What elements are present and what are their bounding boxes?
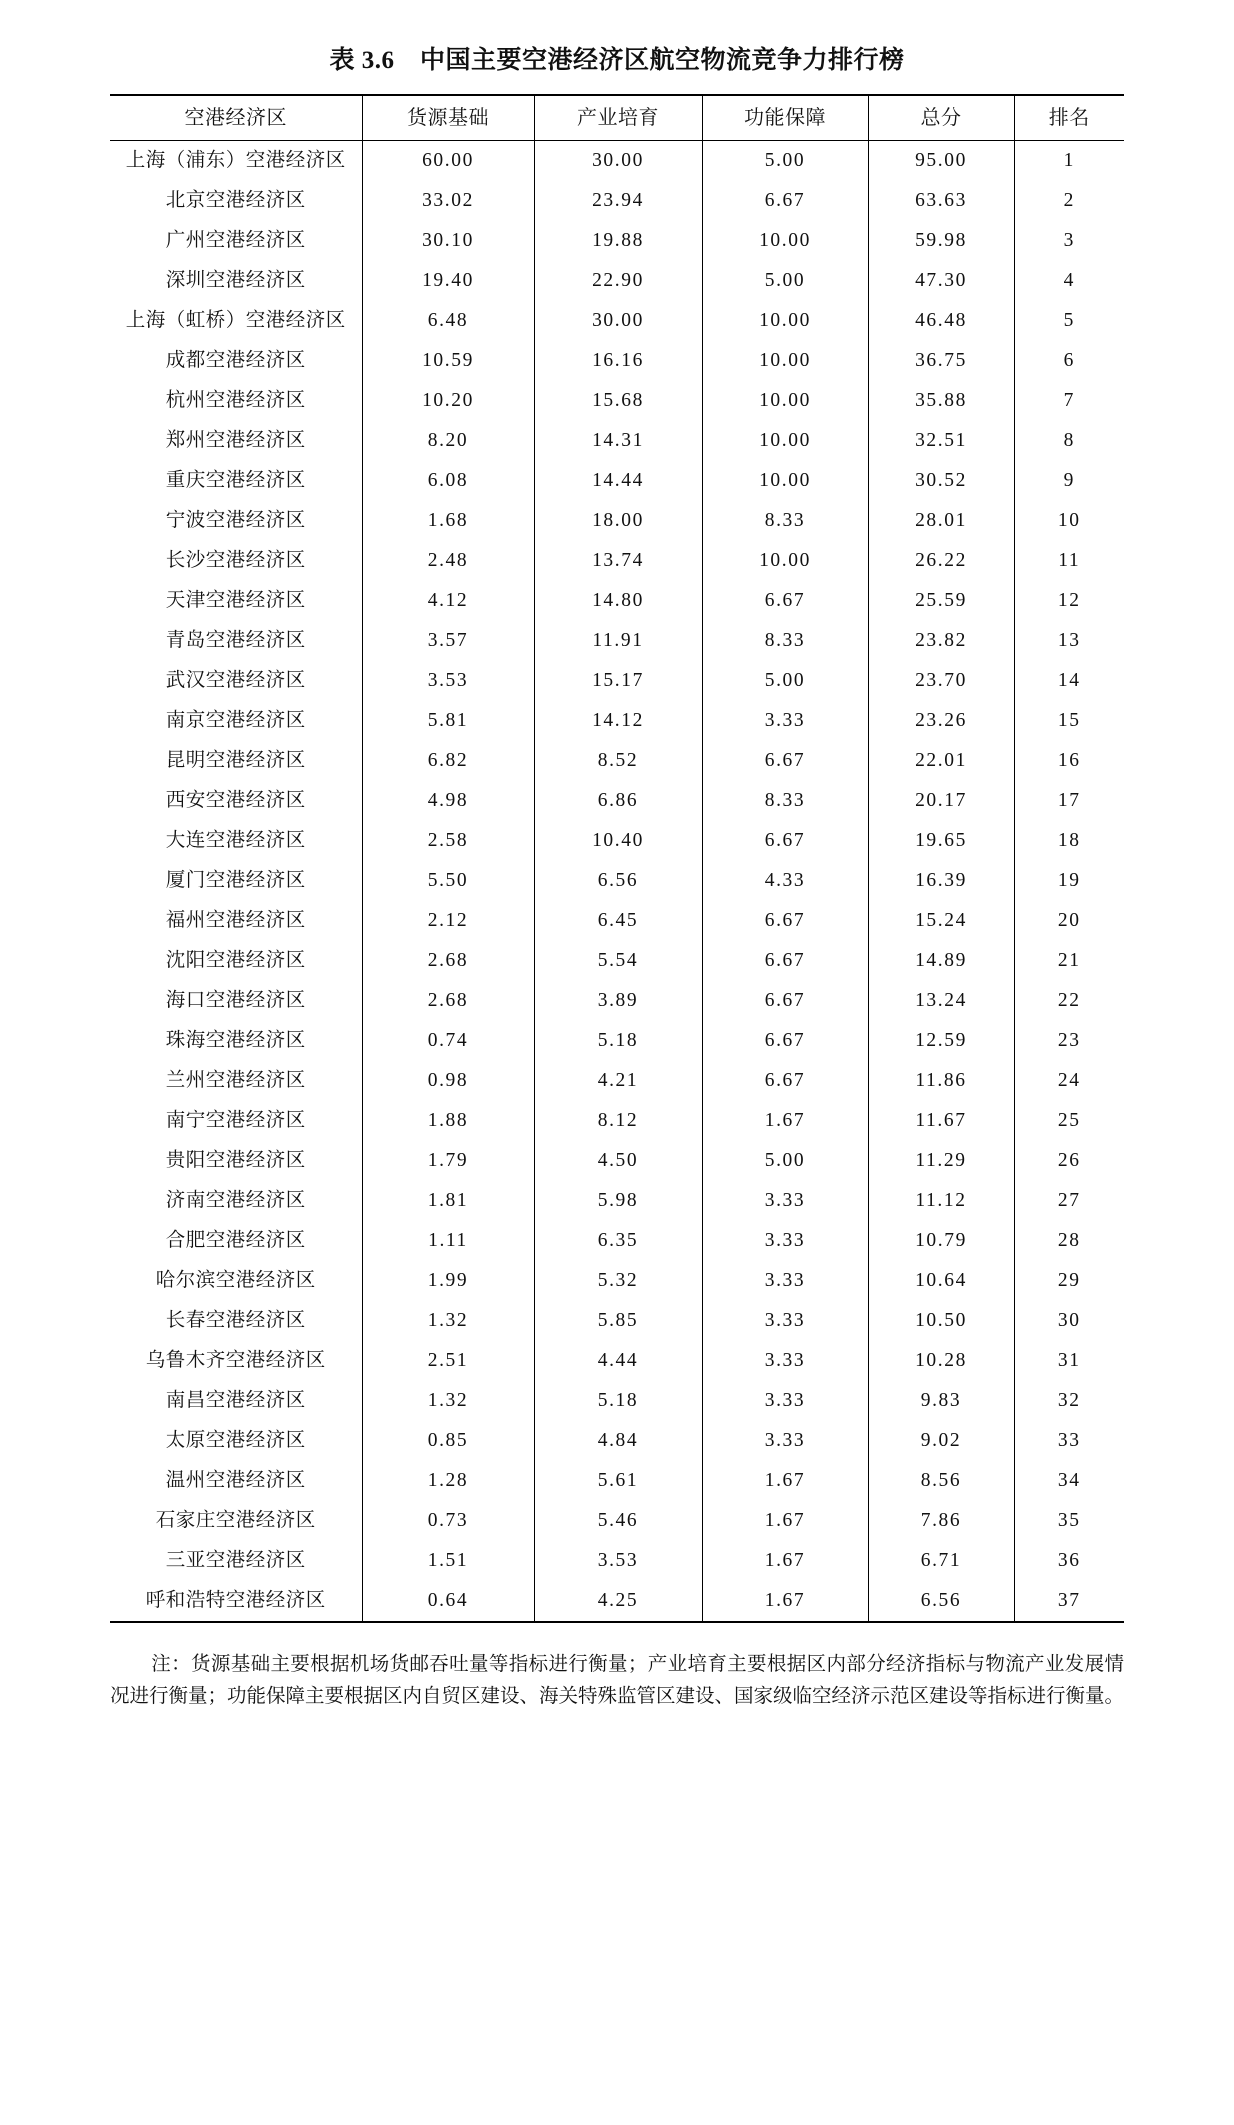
table-row [110,901,1124,941]
cell-total: 10.64 [868,1261,1014,1301]
cell-total: 12.59 [868,1021,1014,1061]
cell-total: 9.02 [868,1421,1014,1461]
cell-zone: 深圳空港经济区 [110,261,362,301]
table-row [110,781,1124,821]
cell-industry: 15.17 [534,661,702,701]
cell-cargo: 4.98 [362,781,534,821]
cell-industry: 14.12 [534,701,702,741]
cell-function: 8.33 [702,501,868,541]
cell-cargo: 1.88 [362,1101,534,1141]
cell-rank: 6 [1014,341,1124,381]
cell-rank: 13 [1014,621,1124,661]
cell-zone: 宁波空港经济区 [110,501,362,541]
cell-total: 11.12 [868,1181,1014,1221]
cell-industry: 4.84 [534,1421,702,1461]
cell-cargo: 1.99 [362,1261,534,1301]
cell-function: 8.33 [702,781,868,821]
cell-rank: 22 [1014,981,1124,1021]
table-row [110,1101,1124,1141]
cell-function: 10.00 [702,381,868,421]
cell-cargo: 2.51 [362,1341,534,1381]
cell-industry: 3.89 [534,981,702,1021]
cell-function: 6.67 [702,901,868,941]
cell-cargo: 1.79 [362,1141,534,1181]
table-row [110,941,1124,981]
cell-zone: 沈阳空港经济区 [110,941,362,981]
cell-zone: 厦门空港经济区 [110,861,362,901]
cell-total: 36.75 [868,341,1014,381]
cell-function: 1.67 [702,1581,868,1622]
cell-rank: 5 [1014,301,1124,341]
cell-industry: 5.18 [534,1381,702,1421]
cell-zone: 呼和浩特空港经济区 [110,1581,362,1622]
cell-rank: 34 [1014,1461,1124,1501]
cell-total: 32.51 [868,421,1014,461]
column-header-total: 总分 [868,95,1014,141]
cell-function: 5.00 [702,141,868,182]
table-row [110,501,1124,541]
ranking-table [110,94,1124,1623]
cell-cargo: 2.68 [362,941,534,981]
cell-total: 13.24 [868,981,1014,1021]
table-row [110,1021,1124,1061]
cell-rank: 30 [1014,1301,1124,1341]
cell-zone: 温州空港经济区 [110,1461,362,1501]
table-body [110,141,1124,1623]
cell-zone: 南宁空港经济区 [110,1101,362,1141]
cell-rank: 12 [1014,581,1124,621]
cell-zone: 武汉空港经济区 [110,661,362,701]
cell-total: 10.28 [868,1341,1014,1381]
column-header-zone: 空港经济区 [110,95,362,141]
cell-industry: 5.85 [534,1301,702,1341]
cell-cargo: 1.32 [362,1381,534,1421]
table-row [110,261,1124,301]
cell-cargo: 6.08 [362,461,534,501]
table-row [110,741,1124,781]
cell-zone: 兰州空港经济区 [110,1061,362,1101]
cell-total: 35.88 [868,381,1014,421]
cell-zone: 贵阳空港经济区 [110,1141,362,1181]
cell-rank: 17 [1014,781,1124,821]
cell-industry: 4.44 [534,1341,702,1381]
cell-zone: 石家庄空港经济区 [110,1501,362,1541]
cell-industry: 4.25 [534,1581,702,1622]
table-row [110,1221,1124,1261]
cell-function: 10.00 [702,541,868,581]
cell-zone: 合肥空港经济区 [110,1221,362,1261]
cell-industry: 6.86 [534,781,702,821]
cell-industry: 23.94 [534,181,702,221]
cell-total: 46.48 [868,301,1014,341]
cell-rank: 28 [1014,1221,1124,1261]
cell-industry: 4.21 [534,1061,702,1101]
cell-rank: 29 [1014,1261,1124,1301]
cell-cargo: 2.58 [362,821,534,861]
cell-rank: 25 [1014,1101,1124,1141]
table-row [110,461,1124,501]
cell-rank: 24 [1014,1061,1124,1101]
cell-rank: 10 [1014,501,1124,541]
cell-rank: 9 [1014,461,1124,501]
cell-function: 8.33 [702,621,868,661]
cell-cargo: 2.48 [362,541,534,581]
cell-cargo: 19.40 [362,261,534,301]
table-row [110,1421,1124,1461]
cell-function: 6.67 [702,181,868,221]
cell-total: 11.67 [868,1101,1014,1141]
table-row [110,661,1124,701]
column-header-rank: 排名 [1014,95,1124,141]
table-row [110,541,1124,581]
table-row [110,1181,1124,1221]
cell-industry: 5.46 [534,1501,702,1541]
table-row [110,821,1124,861]
cell-function: 10.00 [702,421,868,461]
cell-total: 47.30 [868,261,1014,301]
cell-industry: 11.91 [534,621,702,661]
cell-cargo: 1.32 [362,1301,534,1341]
cell-industry: 22.90 [534,261,702,301]
cell-total: 7.86 [868,1501,1014,1541]
cell-total: 23.26 [868,701,1014,741]
cell-industry: 10.40 [534,821,702,861]
cell-total: 6.71 [868,1541,1014,1581]
cell-function: 3.33 [702,1181,868,1221]
cell-zone: 长春空港经济区 [110,1301,362,1341]
cell-zone: 西安空港经济区 [110,781,362,821]
column-header-function: 功能保障 [702,95,868,141]
table-row [110,1381,1124,1421]
column-header-cargo: 货源基础 [362,95,534,141]
table-row [110,1501,1124,1541]
cell-cargo: 6.82 [362,741,534,781]
cell-industry: 8.52 [534,741,702,781]
cell-zone: 济南空港经济区 [110,1181,362,1221]
cell-industry: 6.35 [534,1221,702,1261]
cell-industry: 5.98 [534,1181,702,1221]
table-note-text: 注：货源基础主要根据机场货邮吞吐量等指标进行衡量；产业培育主要根据区内部分经济指标与物流产业发展情况进行衡量；功能保障主要根据区内自贸区建设、海关特殊监管区建设、国家级临空经济示范区建设等指标进行衡量。 [110,1654,1125,1708]
cell-total: 30.52 [868,461,1014,501]
cell-zone: 福州空港经济区 [110,901,362,941]
cell-cargo: 2.68 [362,981,534,1021]
cell-zone: 成都空港经济区 [110,341,362,381]
table-header [110,95,1124,141]
cell-rank: 1 [1014,141,1124,182]
cell-total: 26.22 [868,541,1014,581]
cell-rank: 16 [1014,741,1124,781]
cell-industry: 30.00 [534,141,702,182]
cell-function: 5.00 [702,661,868,701]
cell-function: 6.67 [702,741,868,781]
cell-rank: 33 [1014,1421,1124,1461]
cell-function: 10.00 [702,301,868,341]
cell-rank: 23 [1014,1021,1124,1061]
cell-zone: 郑州空港经济区 [110,421,362,461]
cell-function: 5.00 [702,261,868,301]
table-row [110,421,1124,461]
cell-function: 4.33 [702,861,868,901]
cell-rank: 7 [1014,381,1124,421]
cell-rank: 11 [1014,541,1124,581]
cell-cargo: 10.20 [362,381,534,421]
cell-rank: 32 [1014,1381,1124,1421]
table-row [110,301,1124,341]
cell-zone: 太原空港经济区 [110,1421,362,1461]
table-row [110,381,1124,421]
table-row [110,1581,1124,1622]
cell-industry: 5.54 [534,941,702,981]
cell-rank: 36 [1014,1541,1124,1581]
cell-industry: 4.50 [534,1141,702,1181]
cell-cargo: 5.81 [362,701,534,741]
cell-total: 9.83 [868,1381,1014,1421]
cell-industry: 13.74 [534,541,702,581]
table-row [110,581,1124,621]
cell-total: 16.39 [868,861,1014,901]
cell-rank: 35 [1014,1501,1124,1541]
cell-industry: 15.68 [534,381,702,421]
cell-cargo: 1.68 [362,501,534,541]
cell-industry: 6.56 [534,861,702,901]
cell-function: 3.33 [702,1261,868,1301]
cell-industry: 18.00 [534,501,702,541]
table-row [110,621,1124,661]
cell-zone: 三亚空港经济区 [110,1541,362,1581]
cell-rank: 15 [1014,701,1124,741]
cell-function: 1.67 [702,1541,868,1581]
cell-industry: 8.12 [534,1101,702,1141]
cell-cargo: 0.73 [362,1501,534,1541]
table-row [110,1141,1124,1181]
cell-industry: 5.61 [534,1461,702,1501]
cell-total: 22.01 [868,741,1014,781]
cell-cargo: 3.53 [362,661,534,701]
cell-rank: 18 [1014,821,1124,861]
table-row [110,341,1124,381]
cell-cargo: 33.02 [362,181,534,221]
cell-total: 6.56 [868,1581,1014,1622]
table-note [110,1649,1124,1713]
table-header-row [110,95,1124,141]
cell-cargo: 1.28 [362,1461,534,1501]
cell-zone: 长沙空港经济区 [110,541,362,581]
cell-total: 11.86 [868,1061,1014,1101]
cell-industry: 14.31 [534,421,702,461]
table-row [110,981,1124,1021]
cell-zone: 北京空港经济区 [110,181,362,221]
cell-industry: 14.44 [534,461,702,501]
cell-zone: 上海（浦东）空港经济区 [110,141,362,182]
cell-industry: 30.00 [534,301,702,341]
cell-cargo: 0.98 [362,1061,534,1101]
column-header-industry: 产业培育 [534,95,702,141]
table-row [110,1461,1124,1501]
cell-cargo: 1.11 [362,1221,534,1261]
cell-function: 6.67 [702,821,868,861]
cell-function: 1.67 [702,1461,868,1501]
cell-cargo: 6.48 [362,301,534,341]
table-row [110,1341,1124,1381]
cell-rank: 19 [1014,861,1124,901]
cell-function: 1.67 [702,1501,868,1541]
cell-function: 6.67 [702,941,868,981]
table-row [110,221,1124,261]
cell-total: 95.00 [868,141,1014,182]
cell-cargo: 0.74 [362,1021,534,1061]
cell-total: 19.65 [868,821,1014,861]
cell-rank: 20 [1014,901,1124,941]
cell-function: 6.67 [702,581,868,621]
cell-cargo: 5.50 [362,861,534,901]
cell-function: 6.67 [702,1061,868,1101]
cell-function: 10.00 [702,461,868,501]
cell-industry: 6.45 [534,901,702,941]
table-row [110,181,1124,221]
cell-zone: 青岛空港经济区 [110,621,362,661]
cell-zone: 海口空港经济区 [110,981,362,1021]
table-row [110,1261,1124,1301]
cell-cargo: 1.51 [362,1541,534,1581]
cell-zone: 广州空港经济区 [110,221,362,261]
cell-rank: 3 [1014,221,1124,261]
cell-industry: 5.18 [534,1021,702,1061]
cell-function: 3.33 [702,1421,868,1461]
cell-rank: 37 [1014,1581,1124,1622]
cell-function: 3.33 [702,1381,868,1421]
cell-function: 3.33 [702,1301,868,1341]
cell-function: 10.00 [702,341,868,381]
cell-total: 10.50 [868,1301,1014,1341]
cell-cargo: 0.85 [362,1421,534,1461]
table-row [110,141,1124,182]
cell-function: 5.00 [702,1141,868,1181]
cell-industry: 14.80 [534,581,702,621]
table-row [110,1061,1124,1101]
cell-industry: 16.16 [534,341,702,381]
cell-function: 3.33 [702,701,868,741]
cell-cargo: 60.00 [362,141,534,182]
cell-cargo: 30.10 [362,221,534,261]
cell-zone: 哈尔滨空港经济区 [110,1261,362,1301]
cell-zone: 珠海空港经济区 [110,1021,362,1061]
cell-cargo: 1.81 [362,1181,534,1221]
cell-total: 20.17 [868,781,1014,821]
cell-zone: 南京空港经济区 [110,701,362,741]
cell-function: 3.33 [702,1341,868,1381]
cell-rank: 21 [1014,941,1124,981]
cell-total: 25.59 [868,581,1014,621]
cell-total: 23.82 [868,621,1014,661]
cell-function: 6.67 [702,981,868,1021]
cell-zone: 大连空港经济区 [110,821,362,861]
cell-total: 23.70 [868,661,1014,701]
cell-cargo: 4.12 [362,581,534,621]
table-row [110,701,1124,741]
cell-industry: 5.32 [534,1261,702,1301]
cell-function: 10.00 [702,221,868,261]
cell-total: 15.24 [868,901,1014,941]
cell-zone: 天津空港经济区 [110,581,362,621]
cell-cargo: 8.20 [362,421,534,461]
cell-cargo: 2.12 [362,901,534,941]
cell-rank: 26 [1014,1141,1124,1181]
cell-zone: 重庆空港经济区 [110,461,362,501]
table-row [110,1541,1124,1581]
cell-function: 1.67 [702,1101,868,1141]
cell-total: 28.01 [868,501,1014,541]
cell-zone: 杭州空港经济区 [110,381,362,421]
cell-rank: 27 [1014,1181,1124,1221]
cell-zone: 昆明空港经济区 [110,741,362,781]
cell-industry: 3.53 [534,1541,702,1581]
cell-zone: 上海（虹桥）空港经济区 [110,301,362,341]
cell-total: 11.29 [868,1141,1014,1181]
cell-total: 14.89 [868,941,1014,981]
cell-rank: 8 [1014,421,1124,461]
cell-function: 3.33 [702,1221,868,1261]
cell-rank: 31 [1014,1341,1124,1381]
page-title: 表 3.6 中国主要空港经济区航空物流竞争力排行榜 [329,47,905,74]
cell-total: 63.63 [868,181,1014,221]
cell-industry: 19.88 [534,221,702,261]
cell-rank: 14 [1014,661,1124,701]
table-row [110,861,1124,901]
cell-function: 6.67 [702,1021,868,1061]
cell-total: 8.56 [868,1461,1014,1501]
cell-total: 59.98 [868,221,1014,261]
cell-cargo: 3.57 [362,621,534,661]
cell-total: 10.79 [868,1221,1014,1261]
cell-rank: 4 [1014,261,1124,301]
cell-rank: 2 [1014,181,1124,221]
cell-zone: 南昌空港经济区 [110,1381,362,1421]
cell-cargo: 0.64 [362,1581,534,1622]
cell-cargo: 10.59 [362,341,534,381]
table-row [110,1301,1124,1341]
cell-zone: 乌鲁木齐空港经济区 [110,1341,362,1381]
